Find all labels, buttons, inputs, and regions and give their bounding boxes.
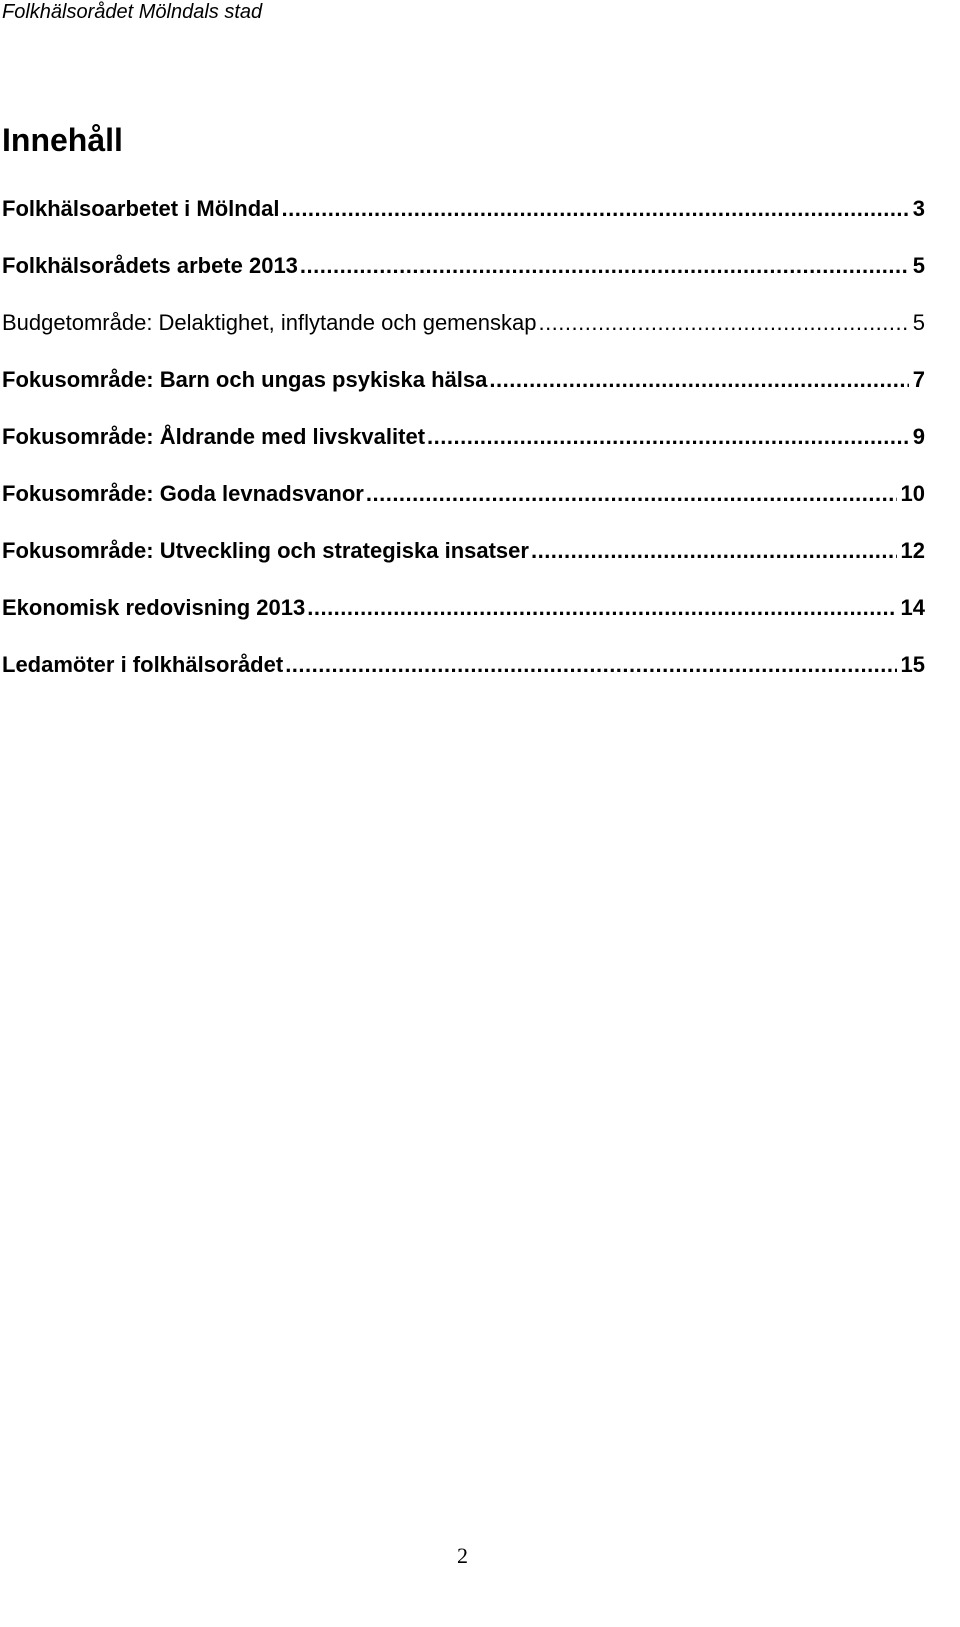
toc-dot-leader: [531, 537, 897, 565]
toc-entry-title: Fokusområde: Åldrande med livskvalitet: [2, 424, 426, 449]
toc-entry-page: 5: [912, 253, 925, 278]
toc-dot-leader: [300, 252, 909, 280]
toc-entry-page: 3: [912, 196, 925, 221]
toc-entry-title: Fokusområde: Goda levnadsvanor: [2, 481, 364, 506]
page-number-footer: [0, 1542, 925, 1570]
toc-entry-title: Fokusområde: Utveckling och strategiska insatser: [2, 538, 529, 563]
toc-entry-page: 12: [900, 538, 925, 563]
toc-dot-leader: [281, 195, 908, 223]
toc-dot-leader: [489, 366, 908, 394]
page-number: 2: [457, 1543, 468, 1568]
toc-entry-page: 15: [900, 652, 925, 677]
toc-entry-title: Ledamöter i folkhälsorådet: [2, 652, 284, 677]
toc-entry-levnadsvanor[interactable]: [2, 480, 925, 537]
table-of-contents: [2, 195, 925, 708]
toc-entry-title: Ekonomisk redovisning 2013: [2, 595, 306, 620]
toc-dot-leader: [366, 480, 897, 508]
toc-heading: Innehåll: [2, 122, 123, 158]
toc-entry-title: Fokusområde: Barn och ungas psykiska hälsa: [2, 367, 488, 392]
toc-entry-utveckling[interactable]: [2, 537, 925, 594]
toc-entry-barn-och-ungas[interactable]: [2, 366, 925, 423]
toc-entry-title: Folkhälsorådets arbete 2013: [2, 253, 298, 278]
toc-entry-ledamoter[interactable]: [2, 651, 925, 708]
toc-dot-leader: [538, 309, 908, 337]
toc-entry-page: 10: [900, 481, 925, 506]
toc-entry-ekonomisk-redovisning[interactable]: [2, 594, 925, 651]
toc-dot-leader: [427, 423, 909, 451]
toc-entry-folkhalsoarbetet[interactable]: [2, 195, 925, 252]
running-header: Folkhälsorådet Mölndals stad: [2, 1, 263, 23]
toc-entry-title: Folkhälsoarbetet i Mölndal: [2, 196, 280, 221]
toc-dot-leader: [285, 651, 896, 679]
toc-entry-page: 7: [912, 367, 925, 392]
toc-entry-title: Budgetområde: Delaktighet, inflytande och gemenskap: [2, 310, 537, 335]
toc-entry-folkhalsoradets-arbete[interactable]: [2, 252, 925, 309]
toc-dot-leader: [307, 594, 896, 622]
toc-entry-page: 5: [912, 310, 925, 335]
toc-entry-page: 9: [912, 424, 925, 449]
toc-entry-aldrande[interactable]: [2, 423, 925, 480]
toc-entry-page: 14: [900, 595, 925, 620]
toc-entry-budgetomrade[interactable]: [2, 309, 925, 366]
